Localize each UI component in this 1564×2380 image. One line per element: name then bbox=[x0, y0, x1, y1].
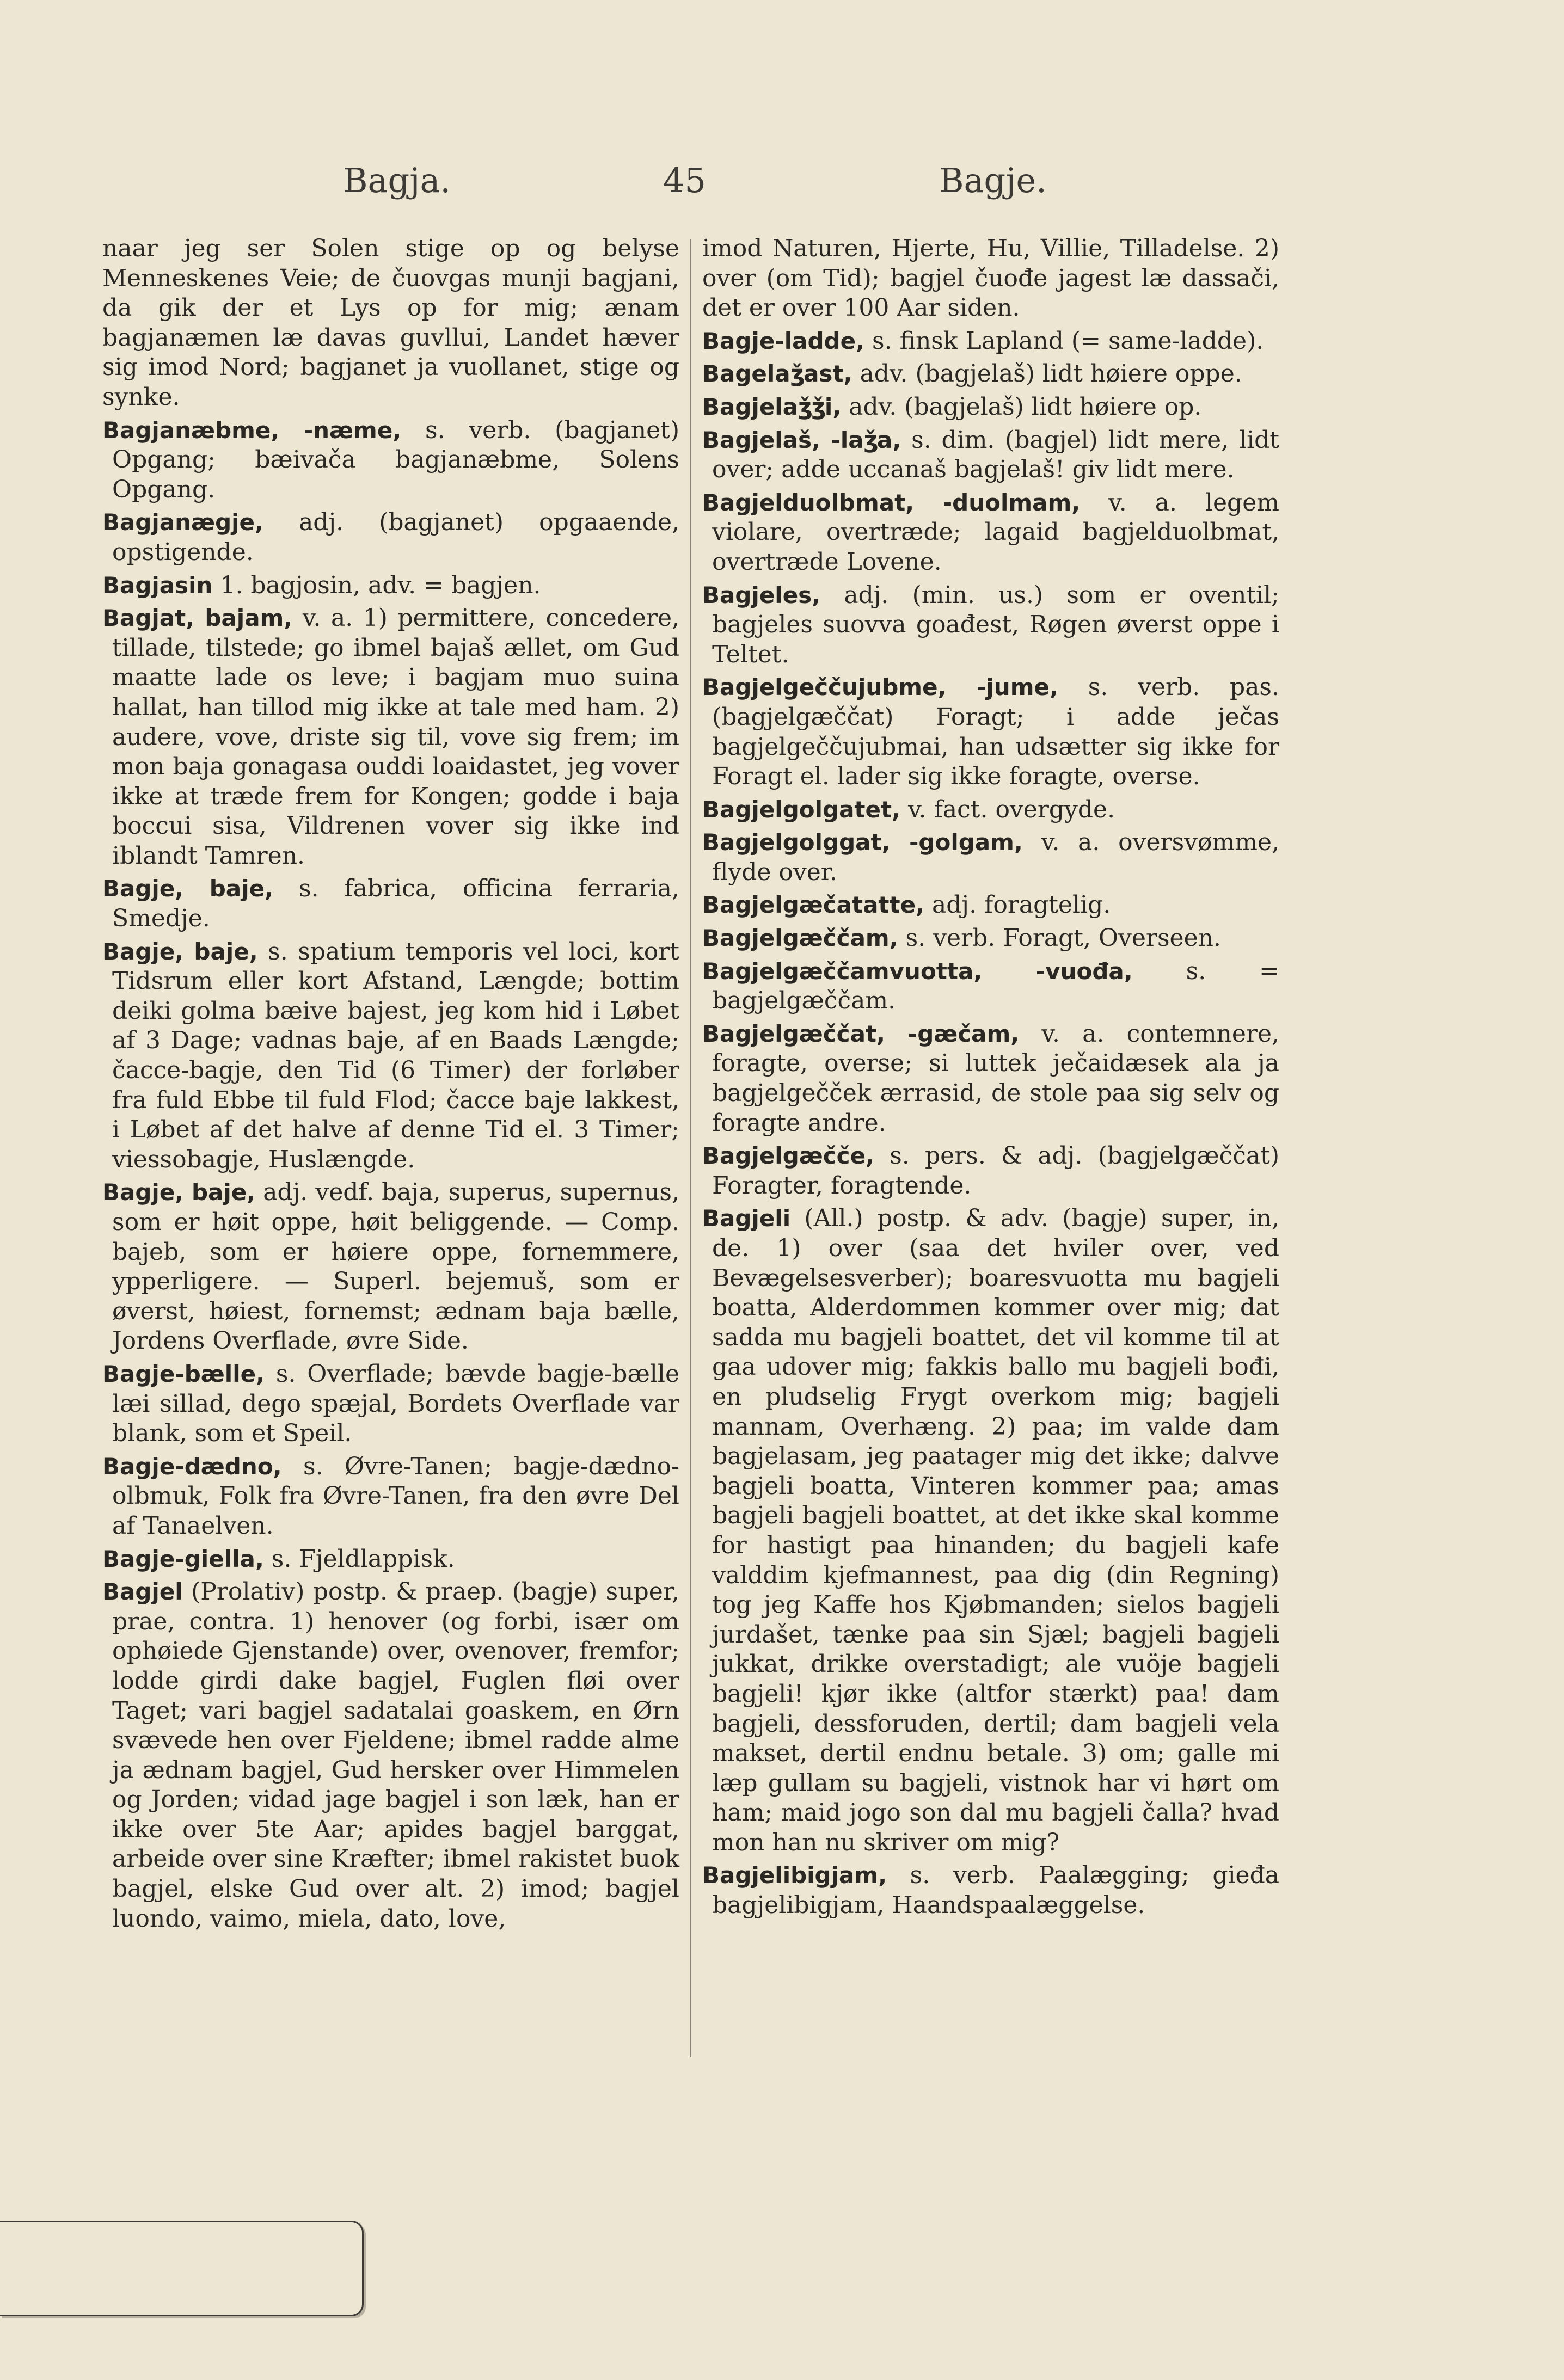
entry-headword: Bagjelgæčče, bbox=[702, 1142, 875, 1170]
entry-headword: Bagje-bælle, bbox=[102, 1360, 265, 1387]
column-divider bbox=[690, 239, 691, 2057]
entry-headword: Bagje, baje, bbox=[102, 938, 258, 965]
dictionary-entry bbox=[702, 327, 1279, 356]
entry-definition: adj. (min. us.) som er oventil; bagjeles suovva goađest, Røgen øverst oppe i Teltet. bbox=[712, 581, 1279, 668]
dictionary-entry bbox=[702, 890, 1279, 920]
dictionary-entry bbox=[102, 1452, 679, 1541]
dictionary-entry bbox=[102, 416, 679, 505]
dictionary-entry bbox=[702, 488, 1279, 577]
entry-definition: naar jeg ser Solen stige op og belyse Menneskenes Veie; de čuovgas munji bagjani, da gik der et Lys op for mig; ænam bagjanæmen læ davas guvllui, Landet hæver sig imod Nord; bagjanet ja vuollanet, stige og synke. bbox=[102, 235, 679, 411]
entry-definition: s. Overflade; bævde bagje-bælle læi sillad, dego spæjal, Bordets Overflade var blank, som et Speil. bbox=[112, 1360, 679, 1448]
entry-headword: Bagjelgeččujubme, -jume, bbox=[702, 674, 1058, 701]
entry-headword: Bagje, baje, bbox=[102, 1179, 256, 1206]
dictionary-entry bbox=[702, 1861, 1279, 1920]
dictionary-entry bbox=[102, 508, 679, 567]
entry-headword: Bagjelgæččam, bbox=[702, 925, 898, 952]
entry-definition: (Prolativ) postp. & praep. (bagje) super, prae, contra. 1) henover (og forbi, især om ophøiede Gjenstande) over, ovenover, fremfor; lodde girdi dake bagjel, Fuglen fløi over Taget; vari bagjel sadatalai goaskem, en Ørn svævede hen over Fjeldene; ibmel radde alme ja ædnam bagjel, Gud hersker over Himmelen og Jorden; vidad jage bagjel i son læk, han er ikke over 5te Aar; apides bagjel barggat, arbeide over sine Kræfter; ibmel rakistet buok bagjel, elske Gud over alt. 2) imod; bagjel luondo, vaimo, miela, dato, love, bbox=[112, 1578, 679, 1933]
entry-headword: Bagjelgæččat, -gæčam, bbox=[702, 1020, 1020, 1047]
header-right-word: Bagje. bbox=[939, 161, 1047, 200]
entry-definition: adv. (bagjelaš) lidt høiere op. bbox=[849, 392, 1202, 421]
entry-headword: Bagjelgolgatet, bbox=[702, 796, 901, 823]
entry-definition: v. a. oversvømme, flyde over. bbox=[712, 828, 1279, 886]
left-column bbox=[102, 234, 679, 1937]
dictionary-entry bbox=[102, 1178, 679, 1356]
entry-definition: s. verb. (bagjanet) Opgang; bæivača bagjanæbme, Solens Opgang. bbox=[112, 416, 679, 503]
dictionary-entry bbox=[702, 673, 1279, 791]
entry-headword: Bagje-giella, bbox=[102, 1545, 264, 1572]
entry-definition: imod Naturen, Hjerte, Hu, Villie, Tilladelse. 2) over (om Tid); bagjel čuođe jagest læ dassači, det er over 100 Aar siden. bbox=[702, 235, 1279, 322]
entry-definition: adj. (bagjanet) opgaaende, opstigende. bbox=[112, 508, 679, 566]
entry-headword: Bagjanæbme, -næme, bbox=[102, 416, 402, 444]
dictionary-entry bbox=[702, 795, 1279, 825]
entry-headword: Bagje-ladde, bbox=[702, 327, 865, 354]
entry-headword: Bagjelgæčatatte, bbox=[702, 891, 925, 919]
dictionary-entry bbox=[702, 426, 1279, 485]
dictionary-entry bbox=[702, 581, 1279, 670]
entry-definition: s. verb. Foragt, Overseen. bbox=[905, 924, 1221, 952]
entry-headword: Bagjelibigjam, bbox=[702, 1862, 887, 1889]
entry-definition: s. dim. (bagjel) lidt mere, lidt over; adde uccanaš bagjelaš! giv lidt mere. bbox=[712, 426, 1279, 484]
entry-definition: s. Fjeldlappisk. bbox=[271, 1545, 455, 1573]
entry-definition: (All.) postp. & adv. (bagje) super, in, de. 1) over (saa det hviler over, ved Bevægelsesverber); boaresvuotta mu bagjeli boatta, Alderdommen kommer over mig; dat sadda mu bagjeli boattet, det vil komme til at gaa udover mig; fakkis ballo mu bagjeli bođi, en pludselig Frygt overkom mig; bagjeli mannam, Overhæng. 2) paa; im valde dam bagjelasam, jeg paatager mig det ikke; dalvve bagjeli boatta, Vinteren kommer paa; amas bagjeli bagjeli boattet, at det ikke skal komme for hastigt paa hinanden; du bagjeli kafe valddim kjefmannest, paa dig (din Regning) tog jeg Kaffe hos Kjøbmanden; sielos bagjeli jurdašet, tænke paa sin Sjæl; bagjeli bagjeli jukkat, drikke overstadigt; ale vuöje bagjeli bagjeli! kjør ikke (altfor stærkt) paa! dam bagjeli, dessforuden, dertil; dam bagjeli vela makset, dertil endnu betale. 3) om; galle mi læp gullam su bagjeli, vistnok har vi hørt om ham; maid jogo son dal mu bagjeli čalla? hvad mon han nu skriver om mig? bbox=[712, 1204, 1279, 1856]
dictionary-entry bbox=[102, 937, 679, 1175]
entry-definition: s. = bagjelgæččam. bbox=[712, 957, 1279, 1015]
page-number: 45 bbox=[663, 161, 706, 200]
dictionary-entry bbox=[702, 392, 1279, 422]
header-left-word: Bagja. bbox=[343, 161, 451, 200]
entry-headword: Bagjeles, bbox=[702, 581, 821, 608]
entry-headword: Bagjeli bbox=[702, 1205, 791, 1232]
dictionary-entry bbox=[102, 1577, 679, 1934]
entry-definition: adv. (bagjelaš) lidt høiere oppe. bbox=[860, 360, 1242, 388]
dictionary-entry bbox=[702, 234, 1279, 323]
entry-headword: Bagjelgolggat, -golgam, bbox=[702, 829, 1023, 856]
dictionary-entry bbox=[102, 234, 679, 413]
entry-headword: Bagjelaǯǯi, bbox=[702, 393, 842, 420]
dictionary-entry bbox=[102, 1360, 679, 1449]
entry-headword: Bagelaǯast, bbox=[702, 360, 852, 388]
binding-tab bbox=[0, 2221, 364, 2316]
entry-headword: Bagje-dædno, bbox=[102, 1453, 282, 1480]
dictionary-entry bbox=[702, 1019, 1279, 1138]
entry-definition: s. fabrica, officina ferraria, Smedje. bbox=[112, 875, 679, 933]
dictionary-entry bbox=[702, 359, 1279, 389]
running-header bbox=[0, 161, 1564, 220]
dictionary-entry bbox=[102, 1545, 679, 1575]
dictionary-entry bbox=[702, 828, 1279, 887]
dictionary-entry bbox=[702, 957, 1279, 1016]
entry-definition: s. verb. pas. (bagjelgæččat) Foragt; i adde ječas bagjelgeččujubmai, han udsætter sig ikke for Foragt el. lader sig ikke foragte, overse. bbox=[712, 673, 1279, 791]
entry-headword: Bagjanægje, bbox=[102, 509, 263, 536]
dictionary-entry bbox=[102, 874, 679, 933]
entry-headword: Bagje, baje, bbox=[102, 875, 274, 902]
entry-definition: v. a. 1) permittere, concedere, tillade, tilstede; go ibmel bajaš ællet, om Gud maatte lade os leve; i bagjam muo suina hallat, han tillod mig ikke at tale med ham. 2) audere, vove, driste sig til, vove sig frem; im mon baja gonagasa ouddi loaidastet, jeg vover ikke at træde frem for Kongen; godde i baja boccui sisa, Vildrenen vover sig ikke ind iblandt Tamren. bbox=[112, 604, 679, 870]
entry-headword: Bagjasin bbox=[102, 571, 213, 599]
entry-headword: Bagjel bbox=[102, 1578, 183, 1606]
entry-definition: v. fact. overgyde. bbox=[908, 795, 1115, 823]
entry-definition: adj. foragtelig. bbox=[932, 891, 1111, 919]
right-column bbox=[702, 234, 1279, 1924]
dictionary-entry bbox=[702, 1204, 1279, 1858]
entry-definition: s. verb. Paalægging; gieđa bagjelibigjam, Haandspaalæggelse. bbox=[712, 1861, 1279, 1920]
dictionary-entry bbox=[102, 604, 679, 871]
entry-definition: s. spatium temporis vel loci, kort Tidsrum eller kort Afstand, Længde; bottim deiki golma bæive bajest, jeg kom hid i Løbet af 3 Dage; vadnas baje, af en Baads Længde; čacce-bagje, den Tid (6 Timer) der forløber fra fuld Ebbe til fuld Flod; čacce baje lakkest, i Løbet af det halve af denne Tid el. 3 Timer; viessobagje, Huslængde. bbox=[112, 937, 679, 1173]
dictionary-entry bbox=[102, 571, 679, 601]
entry-definition: s. pers. & adj. (bagjelgæččat) Foragter, foragtende. bbox=[712, 1142, 1279, 1200]
entry-headword: Bagjelduolbmat, -duolmam, bbox=[702, 489, 1081, 516]
entry-definition: s. finsk Lapland (= same-ladde). bbox=[872, 327, 1264, 355]
entry-headword: Bagjat, bajam, bbox=[102, 605, 293, 632]
dictionary-entry bbox=[702, 1141, 1279, 1201]
entry-definition: s. Øvre-Tanen; bagje-dædno-olbmuk, Folk fra Øvre-Tanen, fra den øvre Del af Tanaelven. bbox=[112, 1452, 679, 1540]
entry-definition: v. a. contemnere, foragte, overse; si luttek ječaidæsek ala ja bagjelgečček ærrasid, de stole paa sig selv og foragte andre. bbox=[712, 1019, 1279, 1137]
entry-definition: 1. bagjosin, adv. = bagjen. bbox=[220, 571, 541, 599]
entry-definition: v. a. legem violare, overtræde; lagaid bagjelduolbmat, overtræde Lovene. bbox=[712, 488, 1279, 576]
dictionary-entry bbox=[702, 924, 1279, 954]
entry-headword: Bagjelaš, -laǯa, bbox=[702, 426, 901, 453]
entry-headword: Bagjelgæččamvuotta, -vuođa, bbox=[702, 957, 1133, 985]
entry-definition: adj. vedf. baja, superus, supernus, som er høit oppe, høit beliggende. — Comp. bajeb, som er høiere oppe, fornemmere, ypperligere. — Superl. bejemuš, som er øverst, høiest, fornemst; ædnam baja bælle, Jordens Overflade, øvre Side. bbox=[112, 1178, 679, 1355]
